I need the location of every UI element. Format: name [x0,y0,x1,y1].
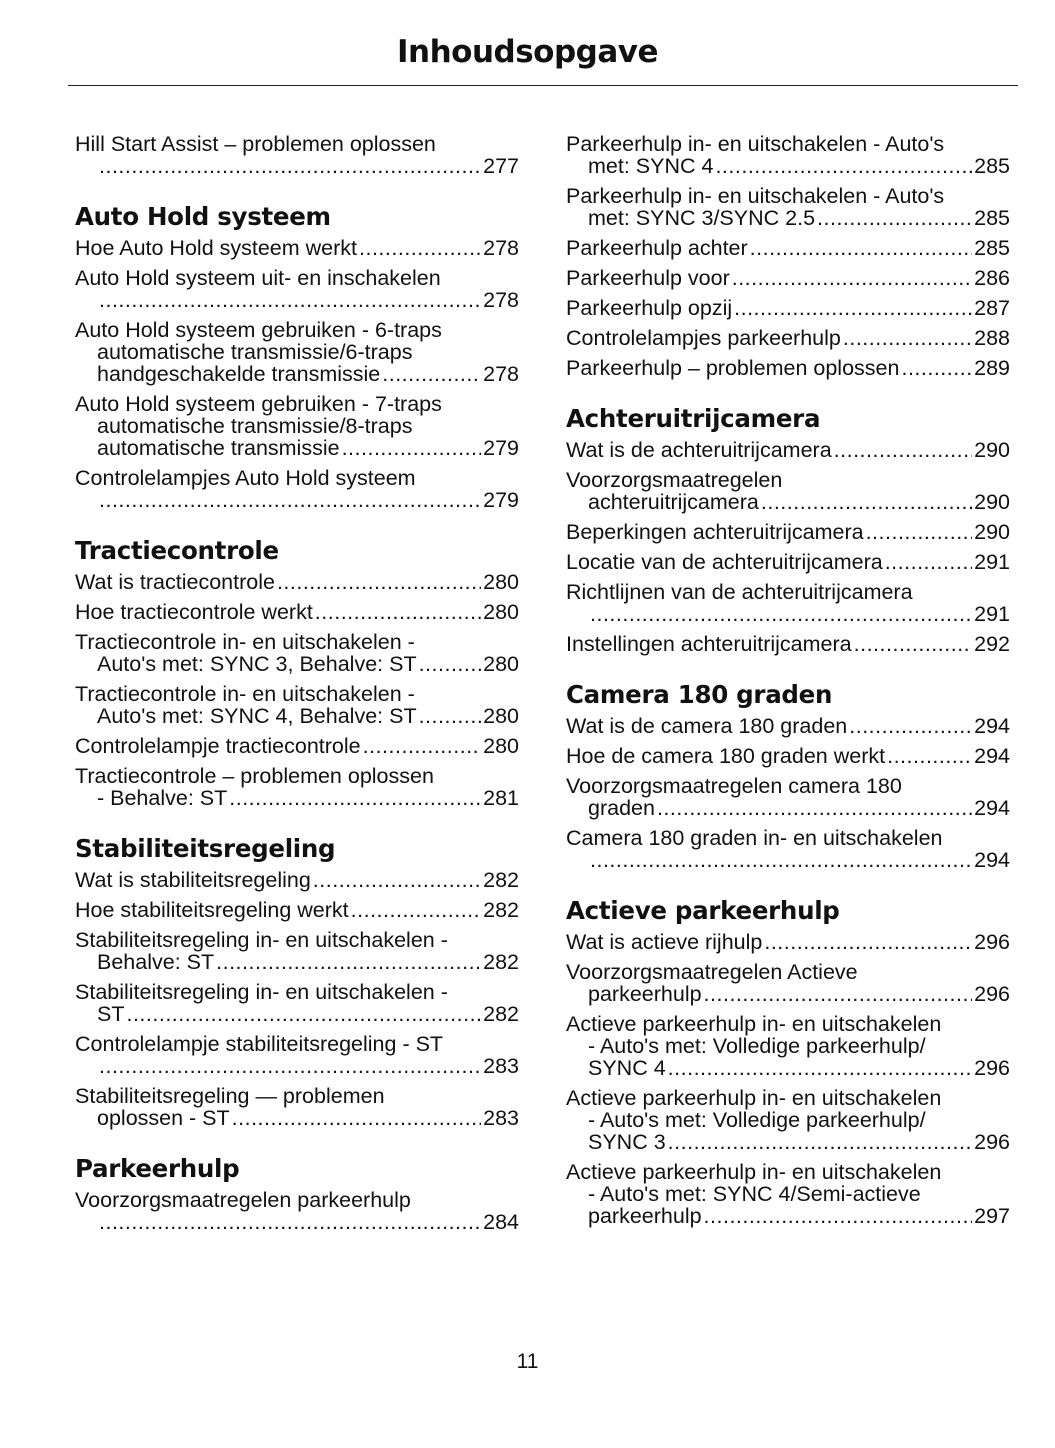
entry-text-line: Controlelampje stabiliteitsregeling - ST [75,1032,444,1056]
dot-leader [363,735,482,757]
entry-title: met: SYNC 3/SYNC 2.5 [588,206,816,230]
dot-leader [99,1211,481,1233]
entry-text-line: Voorzorgsmaatregelen parkeerhulp [75,1188,411,1212]
toc-entry[interactable] [566,237,1010,259]
entry-leader-line [75,1107,519,1129]
entry-text-line: Voorzorgsmaatregelen Actieve [566,960,858,984]
dot-leader [590,849,972,871]
entry-text-line: Richtlijnen van de achteruitrijcamera [566,580,913,604]
entry-leader-line [75,1055,519,1077]
entry-page-number: 285 [974,206,1010,230]
dot-leader [817,207,972,229]
dot-leader [704,1205,973,1227]
entry-title: Auto's met: SYNC 3, Behalve: ST [97,652,417,676]
entry-leader-line [75,489,519,511]
entry-title: - Behalve: ST [97,786,228,810]
section-heading: Actieve parkeerhulp [566,896,840,925]
toc-entry[interactable] [75,981,519,1025]
toc-entry[interactable] [566,1161,1010,1227]
entry-leader-line [75,653,519,675]
entry-title: achteruitrijcamera [588,490,759,514]
toc-entry[interactable] [566,327,1010,349]
entry-text-line: Auto Hold systeem gebruiken - 6-traps [75,318,442,342]
entry-page-number: 289 [974,356,1010,380]
entry-page-number: 294 [974,744,1010,768]
dot-leader [126,1003,481,1025]
dot-leader [843,327,972,349]
toc-entry[interactable] [566,297,1010,319]
entry-text-line: Hill Start Assist – problemen oplossen [75,132,436,156]
entry-title: Parkeerhulp – problemen oplossen [566,356,900,380]
section-heading: Parkeerhulp [75,1154,240,1183]
entry-page-number: 290 [974,438,1010,462]
entry-text-line: Auto Hold systeem gebruiken - 7-traps [75,392,442,416]
entry-page-number: 281 [483,786,519,810]
dot-leader [351,899,481,921]
entry-text-line: Stabiliteitsregeling in- en uitschakelen - [75,980,448,1004]
dot-leader [315,601,481,623]
dot-leader [704,983,973,1005]
toc-column-left [75,133,519,1257]
entry-page-number: 285 [974,154,1010,178]
entry-title: Hoe de camera 180 graden werkt [566,744,886,768]
entry-title: parkeerhulp [588,982,702,1006]
entry-leader-line [75,899,519,921]
dot-leader [229,787,481,809]
toc-entry[interactable] [566,715,1010,737]
entry-text-line: Actieve parkeerhulp in- en uitschakelen [566,1160,942,1184]
entry-page-number: 296 [974,930,1010,954]
entry-text-line: Stabiliteitsregeling in- en uitschakelen - [75,928,448,952]
toc-entry[interactable] [566,469,1010,513]
dot-leader [761,491,972,513]
entry-page-number: 278 [483,288,519,312]
entry-page-number: 278 [483,362,519,386]
entry-text-line: Voorzorgsmaatregelen [566,468,783,492]
section-heading: Tractiecontrole [75,536,279,565]
dot-leader [715,155,972,177]
entry-leader-line [75,155,519,177]
toc-entry[interactable] [75,631,519,675]
toc-entry[interactable] [75,237,519,259]
entry-page-number: 288 [974,326,1010,350]
entry-leader-line [566,1131,1010,1153]
page-title: Inhoudsopgave [396,34,658,70]
entry-page-number: 279 [483,488,519,512]
toc-entry[interactable] [566,1013,1010,1079]
toc-entry[interactable] [566,827,1010,871]
section-heading: Stabiliteitsregeling [75,834,336,863]
entry-page-number: 286 [974,266,1010,290]
entry-leader-line [566,297,1010,319]
dot-leader [342,437,482,459]
entry-title: graden [588,796,655,820]
entry-title: Wat is stabiliteitsregeling [75,868,311,892]
entry-text-line: Tractiecontrole in- en uitschakelen - [75,630,415,654]
entry-title: Instellingen achteruitrijcamera [566,632,852,656]
entry-text-line: - Auto's met: SYNC 4/Semi-actieve [588,1182,921,1206]
entry-title: SYNC 3 [588,1130,666,1154]
entry-text-line: Stabiliteitsregeling — problemen [75,1084,385,1108]
dot-leader [99,1055,481,1077]
entry-text-line: Voorzorgsmaatregelen camera 180 [566,774,902,798]
entry-leader-line [566,1057,1010,1079]
toc-entry[interactable] [75,869,519,891]
toc-entry[interactable] [75,929,519,973]
toc-entry[interactable] [566,521,1010,543]
dot-leader [750,237,972,259]
toc-section [75,535,519,809]
toc-entry[interactable] [566,133,1010,177]
toc-entry[interactable] [75,765,519,809]
entry-title: Hoe Auto Hold systeem werkt [75,236,358,260]
toc-column-right [566,133,1010,1251]
toc-entry[interactable] [75,133,519,177]
dot-leader [313,869,481,891]
entry-leader-line [566,983,1010,1005]
entry-title: Parkeerhulp opzij [566,296,733,320]
toc-entry[interactable] [566,1087,1010,1153]
entry-text-line: Parkeerhulp in- en uitschakelen - Auto's [566,184,945,208]
entry-leader-line [75,705,519,727]
entry-title: Wat is de camera 180 graden [566,714,848,738]
toc-entry[interactable] [75,1033,519,1077]
entry-page-number: 294 [974,714,1010,738]
toc-entry[interactable] [75,1189,519,1233]
dot-leader [849,715,972,737]
entry-page-number: 279 [483,436,519,460]
entry-page-number: 278 [483,236,519,260]
entry-page-number: 282 [483,898,519,922]
dot-leader [866,521,973,543]
entry-leader-line [566,931,1010,953]
toc-entry[interactable] [566,961,1010,1005]
entry-page-number: 280 [483,600,519,624]
toc-section [75,1153,519,1233]
entry-leader-line [566,267,1010,289]
entry-page-number: 280 [483,652,519,676]
entry-leader-line [566,207,1010,229]
entry-page-number: 282 [483,868,519,892]
entry-leader-line [566,357,1010,379]
entry-leader-line [566,603,1010,625]
toc-entry[interactable] [566,357,1010,379]
entry-leader-line [75,237,519,259]
toc-entry[interactable] [566,633,1010,655]
page-number: 11 [516,1350,539,1373]
toc-entry[interactable] [75,393,519,459]
dot-leader [668,1131,972,1153]
section-heading: Camera 180 graden [566,680,833,709]
entry-title: Wat is actieve rijhulp [566,930,763,954]
dot-leader [764,931,972,953]
entry-title: Hoe tractiecontrole werkt [75,600,313,624]
entry-page-number: 277 [483,154,519,178]
entry-title: Beperkingen achteruitrijcamera [566,520,864,544]
dot-leader [359,237,481,259]
entry-leader-line [75,951,519,973]
entry-title: Wat is tractiecontrole [75,570,275,594]
toc-section [566,133,1010,379]
entry-title: Hoe stabiliteitsregeling werkt [75,898,349,922]
entry-page-number: 280 [483,570,519,594]
dot-leader [732,267,972,289]
toc-entry[interactable] [75,319,519,385]
toc-entry[interactable] [75,267,519,311]
entry-leader-line [75,601,519,623]
toc-entry[interactable] [566,185,1010,229]
dot-leader [885,551,972,573]
toc-entry[interactable] [566,581,1010,625]
entry-title: Controlelampjes parkeerhulp [566,326,841,350]
dot-leader [232,1107,481,1129]
entry-leader-line [566,237,1010,259]
toc-entry[interactable] [75,467,519,511]
dot-leader [419,705,482,727]
entry-leader-line [75,289,519,311]
entry-page-number: 291 [974,602,1010,626]
entry-page-number: 296 [974,1130,1010,1154]
entry-page-number: 290 [974,490,1010,514]
entry-text-line: Camera 180 graden in- en uitschakelen [566,826,943,850]
entry-leader-line [75,787,519,809]
section-heading: Achteruitrijcamera [566,404,821,433]
dot-leader [657,797,972,819]
entry-page-number: 287 [974,296,1010,320]
entry-leader-line [75,869,519,891]
entry-page-number: 296 [974,1056,1010,1080]
title-divider [68,85,1018,86]
dot-leader [216,951,481,973]
entry-page-number: 280 [483,734,519,758]
entry-text-line: Actieve parkeerhulp in- en uitschakelen [566,1086,942,1110]
entry-leader-line [566,155,1010,177]
toc-section [75,201,519,511]
entry-page-number: 282 [483,950,519,974]
entry-title: oplossen - ST [97,1106,230,1130]
entry-leader-line [75,571,519,593]
toc-section [566,403,1010,655]
entry-leader-line [566,715,1010,737]
dot-leader [901,357,972,379]
entry-title: ST [97,1002,125,1026]
entry-title: SYNC 4 [588,1056,666,1080]
dot-leader [382,363,481,385]
dot-leader [668,1057,972,1079]
entry-page-number: 296 [974,982,1010,1006]
dot-leader [419,653,482,675]
entry-leader-line [75,363,519,385]
entry-leader-line [566,633,1010,655]
entry-leader-line [566,327,1010,349]
entry-page-number: 285 [974,236,1010,260]
entry-text-line: Parkeerhulp in- en uitschakelen - Auto's [566,132,945,156]
entry-leader-line [566,521,1010,543]
entry-leader-line [566,551,1010,573]
entry-title: parkeerhulp [588,1204,702,1228]
entry-leader-line [566,439,1010,461]
entry-text-line: automatische transmissie/6-traps [97,340,413,364]
entry-page-number: 294 [974,796,1010,820]
toc-section [566,679,1010,871]
toc-entry[interactable] [75,683,519,727]
entry-text-line: - Auto's met: Volledige parkeerhulp/ [588,1108,926,1132]
dot-leader [277,571,481,593]
toc-section [75,833,519,1129]
toc-entry[interactable] [75,735,519,757]
toc-entry[interactable] [566,931,1010,953]
toc-entry[interactable] [566,775,1010,819]
entry-page-number: 282 [483,1002,519,1026]
entry-page-number: 294 [974,848,1010,872]
entry-text-line: Tractiecontrole in- en uitschakelen - [75,682,415,706]
entry-leader-line [75,1211,519,1233]
entry-title: Parkeerhulp achter [566,236,748,260]
entry-leader-line [75,735,519,757]
entry-page-number: 283 [483,1054,519,1078]
entry-page-number: 297 [974,1204,1010,1228]
entry-text-line: Actieve parkeerhulp in- en uitschakelen [566,1012,942,1036]
entry-title: Locatie van de achteruitrijcamera [566,550,883,574]
entry-leader-line [75,437,519,459]
entry-text-line: Tractiecontrole – problemen oplossen [75,764,434,788]
entry-title: automatische transmissie [97,436,340,460]
toc-entry[interactable] [566,745,1010,767]
entry-leader-line [566,849,1010,871]
entry-title: Parkeerhulp voor [566,266,730,290]
entry-leader-line [566,1205,1010,1227]
toc-entry[interactable] [566,267,1010,289]
entry-title: handgeschakelde transmissie [97,362,381,386]
toc-entry[interactable] [566,439,1010,461]
entry-page-number: 291 [974,550,1010,574]
entry-text-line: - Auto's met: Volledige parkeerhulp/ [588,1034,926,1058]
toc-entry[interactable] [566,551,1010,573]
entry-page-number: 280 [483,704,519,728]
entry-leader-line [566,797,1010,819]
entry-text-line: automatische transmissie/8-traps [97,414,413,438]
entry-leader-line [566,745,1010,767]
toc-entry[interactable] [75,571,519,593]
entry-title: Controlelampje tractiecontrole [75,734,361,758]
entry-text-line: Auto Hold systeem uit- en inschakelen [75,266,441,290]
toc-section [566,895,1010,1227]
dot-leader [99,289,481,311]
entry-title: Wat is de achteruitrijcamera [566,438,832,462]
dot-leader [99,155,481,177]
dot-leader [590,603,972,625]
entry-title: Behalve: ST [97,950,215,974]
dot-leader [734,297,972,319]
entry-leader-line [75,1003,519,1025]
entry-page-number: 284 [483,1210,519,1234]
toc-section [75,133,519,177]
entry-page-number: 292 [974,632,1010,656]
entry-text-line: Controlelampjes Auto Hold systeem [75,466,416,490]
entry-page-number: 283 [483,1106,519,1130]
section-heading: Auto Hold systeem [75,202,331,231]
toc-entry[interactable] [75,899,519,921]
entry-title: Auto's met: SYNC 4, Behalve: ST [97,704,417,728]
entry-leader-line [566,491,1010,513]
toc-entry[interactable] [75,601,519,623]
entry-page-number: 290 [974,520,1010,544]
dot-leader [834,439,972,461]
entry-title: met: SYNC 4 [588,154,714,178]
dot-leader [99,489,481,511]
dot-leader [887,745,972,767]
toc-entry[interactable] [75,1085,519,1129]
dot-leader [854,633,973,655]
